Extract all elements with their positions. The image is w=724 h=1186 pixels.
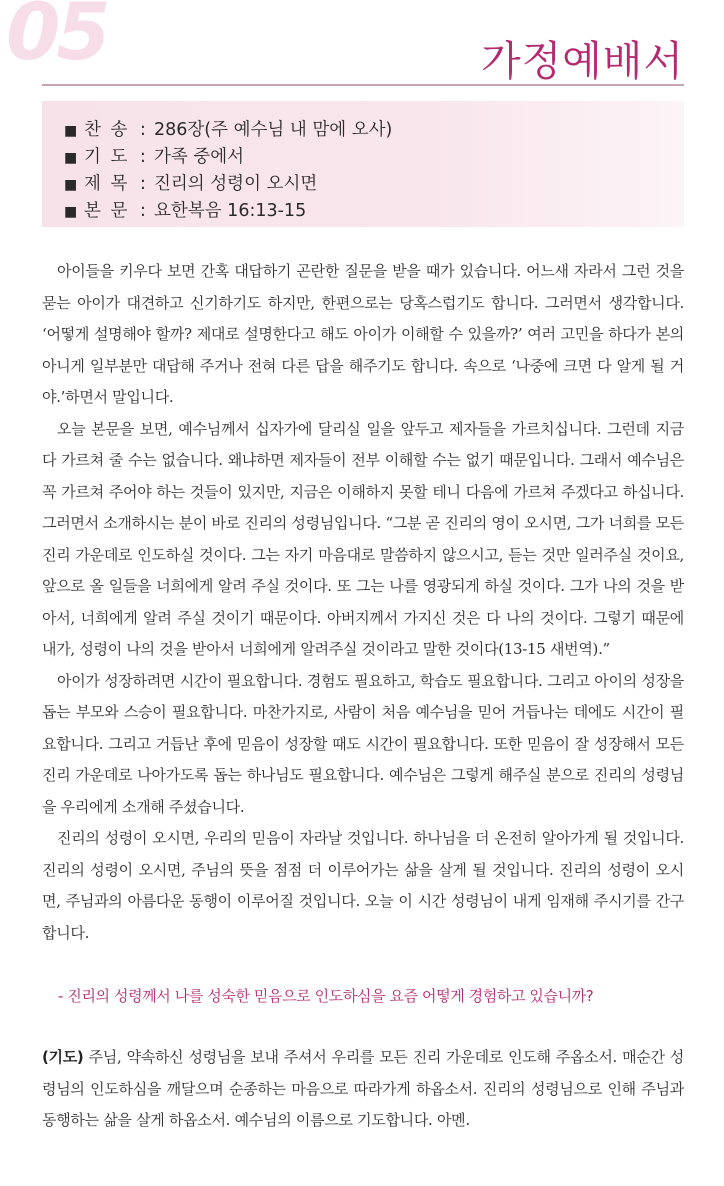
info-label: 기 도 bbox=[84, 147, 130, 167]
info-label: 제 목 bbox=[84, 174, 130, 194]
page-number: 05 bbox=[6, 0, 107, 78]
info-colon: : bbox=[140, 120, 146, 140]
info-row-prayer bbox=[64, 144, 684, 171]
info-label: 본 문 bbox=[84, 201, 130, 221]
page-title: 가정예배서 bbox=[480, 37, 684, 85]
closing-prayer bbox=[42, 1042, 684, 1137]
info-value: 286장(주 예수님 내 맘에 오사) bbox=[154, 120, 393, 140]
info-colon: : bbox=[140, 174, 146, 194]
prayer-text: 주님, 약속하신 성령님을 보내 주셔서 우리를 모든 진리 가운데로 인도해 주옵소서. 매순간 성령님의 인도하심을 깨달으며 순종하는 마음으로 따라가게 하옵소서. 진리의 성령님으로 인해 주님과 동행하는 삶을 살게 하옵소서. 예수님의 이름으로 기도합니다. 아멘. bbox=[42, 1048, 684, 1129]
sermon-paragraph: 오늘 본문을 보면, 예수님께서 십자가에 달리실 일을 앞두고 제자들을 가르치십니다. 그런데 지금 다 가르쳐 줄 수는 없습니다. 왜냐하면 제자들이 전부 이해할 수는 없기 때문입니다. 그래서 예수님은 꼭 가르쳐 주어야 하는 것들이 있지만, 지금은 이해하지 못할 테니 다음에 가르쳐 주겠다고 하십니다. 그러면서 소개하시는 분이 바로 진리의 성령님입니다. “그분 곧 진리의 영이 오시면, 그가 너희를 모든 진리 가운데로 인도하실 것이다. 그는 자기 마음대로 말씀하지 않으시고, 듣는 것만 일러주실 것이요, 앞으로 올 일들을 너희에게 알려 주실 것이다. 또 그는 나를 영광되게 하실 것이다. 그가 나의 것을 받아서, 너희에게 알려 주실 것이기 때문이다. 아버지께서 가지신 것은 다 나의 것이다. 그렇기 때문에 내가, 성령이 나의 것을 받아서 너희에게 알려주실 것이라고 말한 것이다(13-15 새번역).” bbox=[42, 419, 684, 658]
sermon-paragraph: 아이들을 키우다 보면 간혹 대답하기 곤란한 질문을 받을 때가 있습니다. 어느새 자라서 그런 것을 묻는 아이가 대견하고 신기하기도 하지만, 한편으로는 당혹스럽기도 합니다. 그러면서 생각합니다. ‘어떻게 설명해야 할까? 제대로 설명한다고 해도 아이가 이해할 수 있을까?’ 여러 고민을 하다가 본의 아니게 일부분만 대답해 주거나 전혀 다른 답을 해주기도 합니다. 속으로 ‘나중에 크면 다 알게 될 거야.’하면서 말입니다. bbox=[42, 262, 684, 406]
info-colon: : bbox=[140, 147, 146, 167]
bullet-square-icon: ■ bbox=[64, 177, 78, 193]
sermon-body bbox=[42, 256, 684, 949]
title-divider bbox=[42, 84, 684, 86]
info-label: 찬 송 bbox=[84, 120, 130, 140]
info-value: 가족 중에서 bbox=[154, 147, 245, 167]
prayer-label: (기도) bbox=[42, 1048, 84, 1066]
info-row-hymn bbox=[64, 117, 684, 144]
info-value: 진리의 성령이 오시면 bbox=[154, 174, 318, 194]
sermon-paragraph: 아이가 성장하려면 시간이 필요합니다. 경험도 필요하고, 학습도 필요합니다. 그리고 아이의 성장을 돕는 부모와 스승이 필요합니다. 마찬가지로, 사람이 처음 예수님을 믿어 거듭나는 데에도 시간이 필요합니다. 그리고 거듭난 후에 믿음이 성장할 때도 시간이 필요합니다. 또한 믿음이 잘 성장해서 모든 진리 가운데로 나아가도록 돕는 하나님도 필요합니다. 예수님은 그렇게 해주실 분으로 진리의 성령님을 우리에게 소개해 주셨습니다. bbox=[42, 671, 684, 816]
bullet-square-icon: ■ bbox=[64, 204, 78, 220]
info-row-subject bbox=[64, 171, 684, 198]
sermon-paragraph: 진리의 성령이 오시면, 우리의 믿음이 자라날 것입니다. 하나님을 더 온전히 알아가게 될 것입니다. 진리의 성령이 오시면, 주님의 뜻을 점점 더 이루어가는 삶을 살게 될 것입니다. 진리의 성령이 오시면, 주님과의 아름다운 동행이 이루어질 것입니다. 오늘 이 시간 성령님이 내게 임재해 주시기를 간구합니다. bbox=[42, 829, 684, 942]
worship-info-box bbox=[42, 101, 684, 227]
info-value: 요한복음 16:13-15 bbox=[154, 201, 307, 221]
info-colon: : bbox=[140, 201, 146, 221]
reflection-question: - 진리의 성령께서 나를 성숙한 믿음으로 인도하심을 요즘 어떻게 경험하고 있습니까? bbox=[58, 987, 594, 1005]
bullet-square-icon: ■ bbox=[64, 150, 78, 166]
bullet-square-icon: ■ bbox=[64, 123, 78, 139]
info-row-scripture bbox=[64, 198, 684, 225]
